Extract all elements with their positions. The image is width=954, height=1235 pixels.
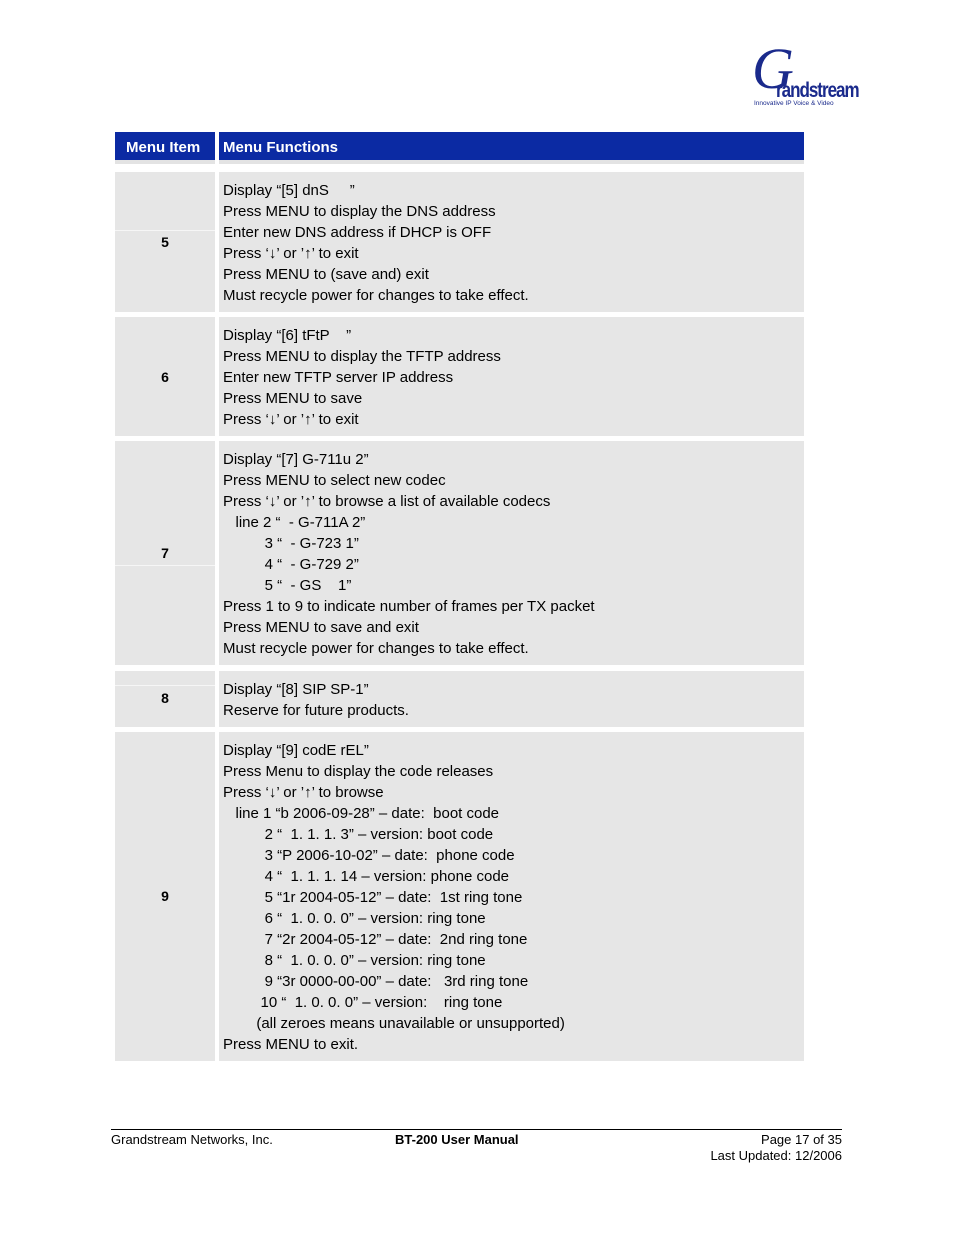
function-line: Press MENU to exit. [223,1036,359,1053]
function-line: Press 1 to 9 to indicate number of frames per TX packet [223,598,595,615]
function-line: 4 “ 1. 1. 1. 14 – version: phone code [223,868,510,885]
footer-divider [111,1129,842,1130]
function-line: line 1 “b 2006-09-28” – date: boot code [223,805,500,822]
function-line: Press ‘↓’ or ’↑’ to browse a list of available codecs [223,493,551,510]
table-row [115,441,804,665]
function-line: Display “[5] dnS ” [223,182,355,199]
menu-item-cell [115,317,215,436]
menu-item-cell [115,732,215,1061]
table-row [115,671,804,727]
function-line: Press MENU to save and exit [223,619,419,636]
menu-function-cell [219,317,804,436]
function-line: 5 “ - GS 1” [223,577,352,594]
footer-last-updated: Last Updated: 12/2006 [710,1148,842,1163]
menu-item-number: 8 [161,690,169,706]
function-line: Reserve for future products. [223,702,409,719]
function-line: Display “[9] codE rEL” [223,742,369,759]
function-line: 6 “ 1. 0. 0. 0” – version: ring tone [223,910,486,927]
function-line: Press MENU to save [223,390,363,407]
function-line: line 2 “ - G-711A 2” [223,514,366,531]
header-underline [115,160,215,164]
footer-company: Grandstream Networks, Inc. [111,1132,273,1147]
logo-letter: G [752,36,794,101]
function-line: Enter new TFTP server IP address [223,369,454,386]
logo-tagline: Innovative IP Voice & Video [754,100,834,107]
function-line: 2 “ 1. 1. 1. 3” – version: boot code [223,826,494,843]
menu-function-cell [219,441,804,665]
function-line: Press MENU to (save and) exit [223,266,429,283]
function-line: Press ‘↓’ or ’↑’ to exit [223,245,359,262]
function-line: Display “[8] SIP SP-1” [223,681,369,698]
function-line: Press ‘↓’ or ’↑’ to exit [223,411,359,428]
menu-function-cell [219,172,804,312]
cell-divider [115,565,215,566]
function-line: Press MENU to select new codec [223,472,446,489]
menu-functions-header: Menu Functions [219,132,804,160]
table-row [115,317,804,436]
function-line: Display “[7] G-711u 2” [223,451,369,468]
footer-page-number: Page 17 of 35 [761,1132,842,1147]
logo-wordmark: randstream [776,78,859,102]
grandstream-logo [750,36,859,110]
function-line: Must recycle power for changes to take effect. [223,640,529,657]
menu-item-number: 5 [161,234,169,250]
function-line: Press Menu to display the code releases [223,763,494,780]
menu-item-number: 9 [161,888,169,904]
menu-function-cell [219,671,804,727]
function-line: 3 “ - G-723 1” [223,535,359,552]
function-line: 3 “P 2006-10-02” – date: phone code [223,847,515,864]
function-line: 5 “1r 2004-05-12” – date: 1st ring tone [223,889,523,906]
function-line: 10 “ 1. 0. 0. 0” – version: ring tone [223,994,503,1011]
function-line: Enter new DNS address if DHCP is OFF [223,224,492,241]
function-line: Press MENU to display the DNS address [223,203,496,220]
menu-item-header: Menu Item [115,132,215,160]
menu-function-cell [219,732,804,1061]
function-line: Press ‘↓’ or ’↑’ to browse [223,784,384,801]
header-underline [219,160,804,164]
cell-divider [115,230,215,231]
table-row [115,732,804,1061]
menu-item-cell [115,441,215,665]
function-line: Display “[6] tFtP ” [223,327,352,344]
function-line: 9 “3r 0000-00-00” – date: 3rd ring tone [223,973,529,990]
menu-item-cell [115,671,215,727]
function-line: (all zeroes means unavailable or unsupported) [223,1015,565,1032]
footer-manual-title: BT-200 User Manual [395,1132,519,1147]
table-row [115,172,804,312]
menu-item-number: 7 [161,545,169,561]
cell-divider [115,685,215,686]
function-line: 8 “ 1. 0. 0. 0” – version: ring tone [223,952,486,969]
menu-item-cell [115,172,215,312]
function-line: 4 “ - G-729 2” [223,556,359,573]
function-line: Press MENU to display the TFTP address [223,348,501,365]
function-line: 7 “2r 2004-05-12” – date: 2nd ring tone [223,931,528,948]
menu-item-number: 6 [161,369,169,385]
function-line: Must recycle power for changes to take effect. [223,287,529,304]
